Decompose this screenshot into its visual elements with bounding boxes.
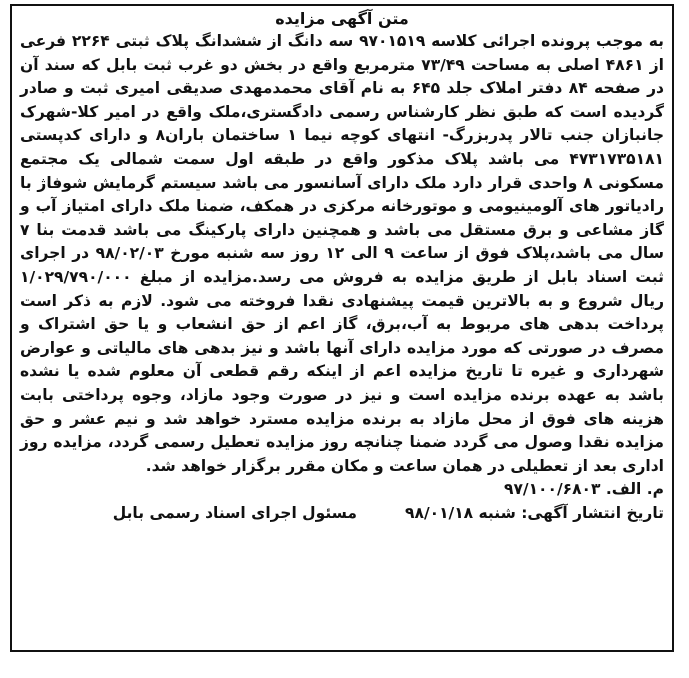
reference-code: م. الف. ۹۷/۱۰۰/۶۸۰۳ bbox=[504, 480, 664, 499]
notice-title: متن آگهی مزایده bbox=[275, 9, 409, 28]
cropped-next-notice-strip bbox=[0, 655, 689, 678]
notice-frame bbox=[10, 4, 674, 652]
publish-date: تاریخ انتشار آگهی: شنبه ۹۸/۰۱/۱۸ bbox=[405, 503, 664, 522]
notice-footer bbox=[12, 478, 672, 525]
signature-line bbox=[20, 502, 664, 526]
signatory: مسئول اجرای اسناد رسمی بابل bbox=[112, 503, 358, 522]
notice-body: به موجب پرونده اجرائی کلاسه ۹۷۰۱۵۱۹ سه دانگ از ششدانگ پلاک ثبتی ۲۲۶۴ فرعی از ۴۸۶۱ اصلی به مساحت ۷۳/۴۹ مترمربع واقع در بخش دو غرب ثبت بابل که سند آن در صفحه ۸۴ دفتر املاک جلد ۶۴۵ به نام آقای محمدمهدی صدیقی امیری ثبت و صادر گردیده است که طبق نظر کارشناس رسمی دادگستری،ملک واقع در امیر کلا-شهرک جانبازان جنب تالار پدربزرگ- انتهای کوچه نیما ۱ ساختمان باران۸ و دارای کدپستی ۴۷۳۱۷۳۵۱۸۱ می باشد پلاک مذکور واقع در طبقه اول سمت شمالی یک مجتمع مسکونی ۸ واحدی قرار دارد ملک دارای آسانسور می باشد سیستم گرمایش شوفاژ با رادیاتور های آلومینیومی و موتورخانه مرکزی در همکف، ضمنا ملک دارای امتیاز آب و گاز مشاعی و برق مستقل می باشد و همچنین دارای پارکینگ می باشد قدمت بنا ۷ سال می باشد،پلاک فوق از ساعت ۹ الی ۱۲ روز سه شنبه مورخ ۹۸/۰۲/۰۳ در اجرای ثبت اسناد بابل از طریق مزایده به فروش می رسد.مزایده از مبلغ ۱/۰۲۹/۷۹۰/۰۰۰ ریال شروع و به بالاترین قیمت پیشنهادی نقدا فروخته می شود. لازم به ذکر است پرداخت بدهی های مربوط به آب،برق، گاز اعم از حق انشعاب و یا حق اشتراک و مصرف در صورتی که مورد مزایده دارای آنها باشد و نیز بدهی های مالیاتی و عوارض شهرداری و غیره تا تاریخ مزایده اعم از اینکه رقم قطعی آن معلوم شده یا نشده باشد به عهده برنده مزایده است و نیز در صورت وجود مازاد، وجوه پرداختی بابت هزینه های فوق از محل مازاد به برنده مزایده مسترد خواهد شد و نیم عشر و حق مزایده نقدا وصول می گردد ضمنا چنانچه روز مزایده تعطیل رسمی گردد، مزایده روز اداری بعد از تعطیلی در همان ساعت و مکان مقرر برگزار خواهد شد. bbox=[20, 32, 664, 475]
